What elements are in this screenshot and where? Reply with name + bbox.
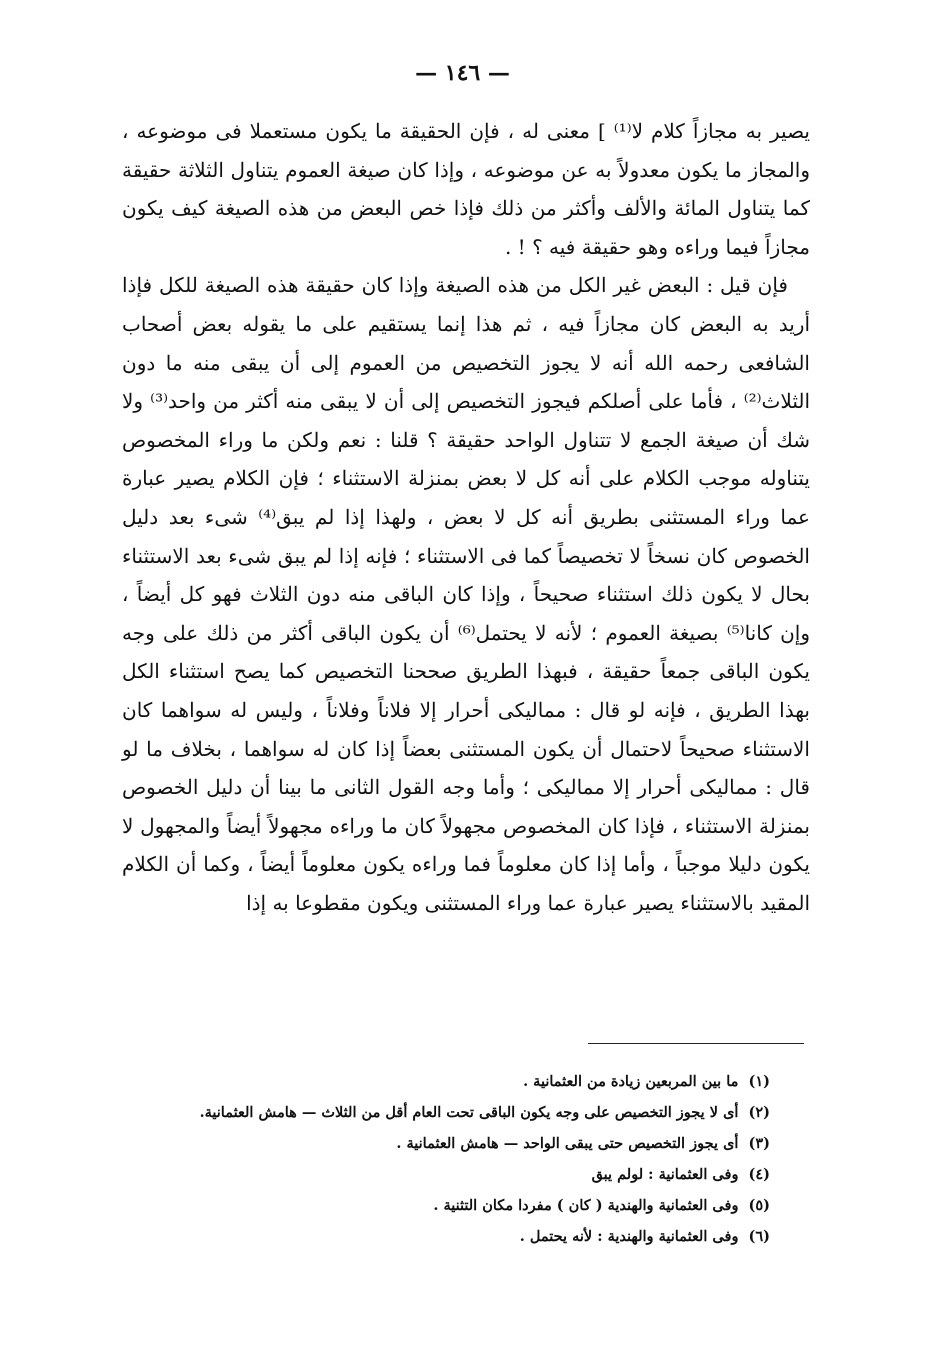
footnote-text: ما بين المربعين زيادة من العثمانية . <box>523 1073 739 1090</box>
footnote <box>110 1159 770 1190</box>
footnotes <box>110 1066 770 1252</box>
footnote-text: وفى العثمانية والهندية ( كان ) مفردا مكان التثنية . <box>433 1197 739 1214</box>
footnote-number: (٢) <box>748 1104 770 1121</box>
footnote-number: (٦) <box>748 1228 770 1245</box>
footnote <box>110 1190 770 1221</box>
footnote <box>110 1066 770 1097</box>
footnote <box>110 1097 770 1128</box>
footnote-text: وفى العثمانية : لولم يبق <box>591 1166 739 1183</box>
footnote-number: (٣) <box>748 1135 770 1152</box>
footnote-text: أى يجوز التخصيص حتى يبقى الواحد — هامش العثمانية . <box>396 1135 739 1152</box>
page-number: — ١٤٦ — <box>415 60 510 86</box>
paragraph: فإن قيل : البعض غير الكل من هذه الصيغة وإذا كان حقيقة هذه الصيغة للكل فإذا أريد به البعض كان مجازاً فيه ، ثم هذا إنما يستقيم على ما يقوله بعض أصحاب الشافعى رحمه الله أنه لا يجوز التخصيص من العموم إلى أن يبقى منه ما دون الثلاث⁽²⁾ ، فأما على أصلكم فيجوز التخصيص إلى أن لا يبقى منه أكثر من واحد⁽³⁾ ولا شك أن صيغة الجمع لا تتناول الواحد حقيقة ؟ قلنا : نعم ولكن ما وراء المخصوص يتناوله موجب الكلام على أنه كل لا بعض بمنزلة الاستثناء ؛ فإن الكلام يصير عبارة عما وراء المستثنى بطريق أنه كل لا بعض ، ولهذا إذا لم يبق⁽⁴⁾ شىء بعد دليل الخصوص كان نسخاً لا تخصيصاً كما فى الاستثناء ؛ فإنه إذا لم يبق شىء بعد الاستثناء بحال لا يكون ذلك استثناء صحيحاً ، وإذا كان الباقى منه دون الثلاث فهو كل أيضاً ، وإن كانا⁽⁵⁾ بصيغة العموم ؛ لأنه لا يحتمل⁽⁶⁾ أن يكون الباقى أكثر من ذلك على وجه يكون الباقى جمعاً حقيقة ، فبهذا الطريق صححنا التخصيص كما يصح استثناء الكل بهذا الطريق ، فإنه لو قال : مماليكى أحرار إلا فلاناً وفلاناً ، وليس له سواهما كان الاستثناء صحيحاً لاحتمال أن يكون المستثنى بعضاً إذا كان له سواهما ، بخلاف ما لو قال : مماليكى أحرار إلا مماليكى ؛ وأما وجه القول الثانى ما بينا أن دليل الخصوص بمنزلة الاستثناء ، فإذا كان المخصوص مجهولاً كان ما وراءه مجهولاً أيضاً والمجهول لا يكون دليلا موجباً ، وأما إذا كان معلوماً فما وراءه يكون معلوماً أيضاً ، وكما أن الكلام المقيد بالاستثناء يصير عبارة عما وراء المستثنى ويكون مقطوعا به إذا <box>122 273 810 915</box>
footnote-text: وفى العثمانية والهندية : لأنه يحتمل . <box>519 1228 739 1245</box>
footnote-number: (١) <box>748 1073 770 1090</box>
footnote-number: (٤) <box>748 1166 770 1183</box>
footnote-text: أى لا يجوز التخصيص على وجه يكون الباقى تحت العام أقل من الثلاث — هامش العثمانية. <box>199 1104 739 1121</box>
paragraph: يصير به مجازاً كلام لا⁽¹⁾ ] معنى له ، فإن الحقيقة ما يكون مستعملا فى موضوعه ، والمجاز ما يكون معدولاً به عن موضوعه ، وإذا كان صيغة العموم يتناول الثلاثة حقيقة كما يتناول المائة والألف وأكثر من ذلك فإذا خص البعض من هذه الصيغة كيف يكون مجازاً فيما وراءه وهو حقيقة فيه ؟ ! . <box>122 119 810 259</box>
footnote <box>110 1221 770 1252</box>
footnote-number: (٥) <box>748 1197 770 1214</box>
footnote-separator <box>588 1043 804 1044</box>
footnote <box>110 1128 770 1159</box>
main-text <box>122 112 810 922</box>
